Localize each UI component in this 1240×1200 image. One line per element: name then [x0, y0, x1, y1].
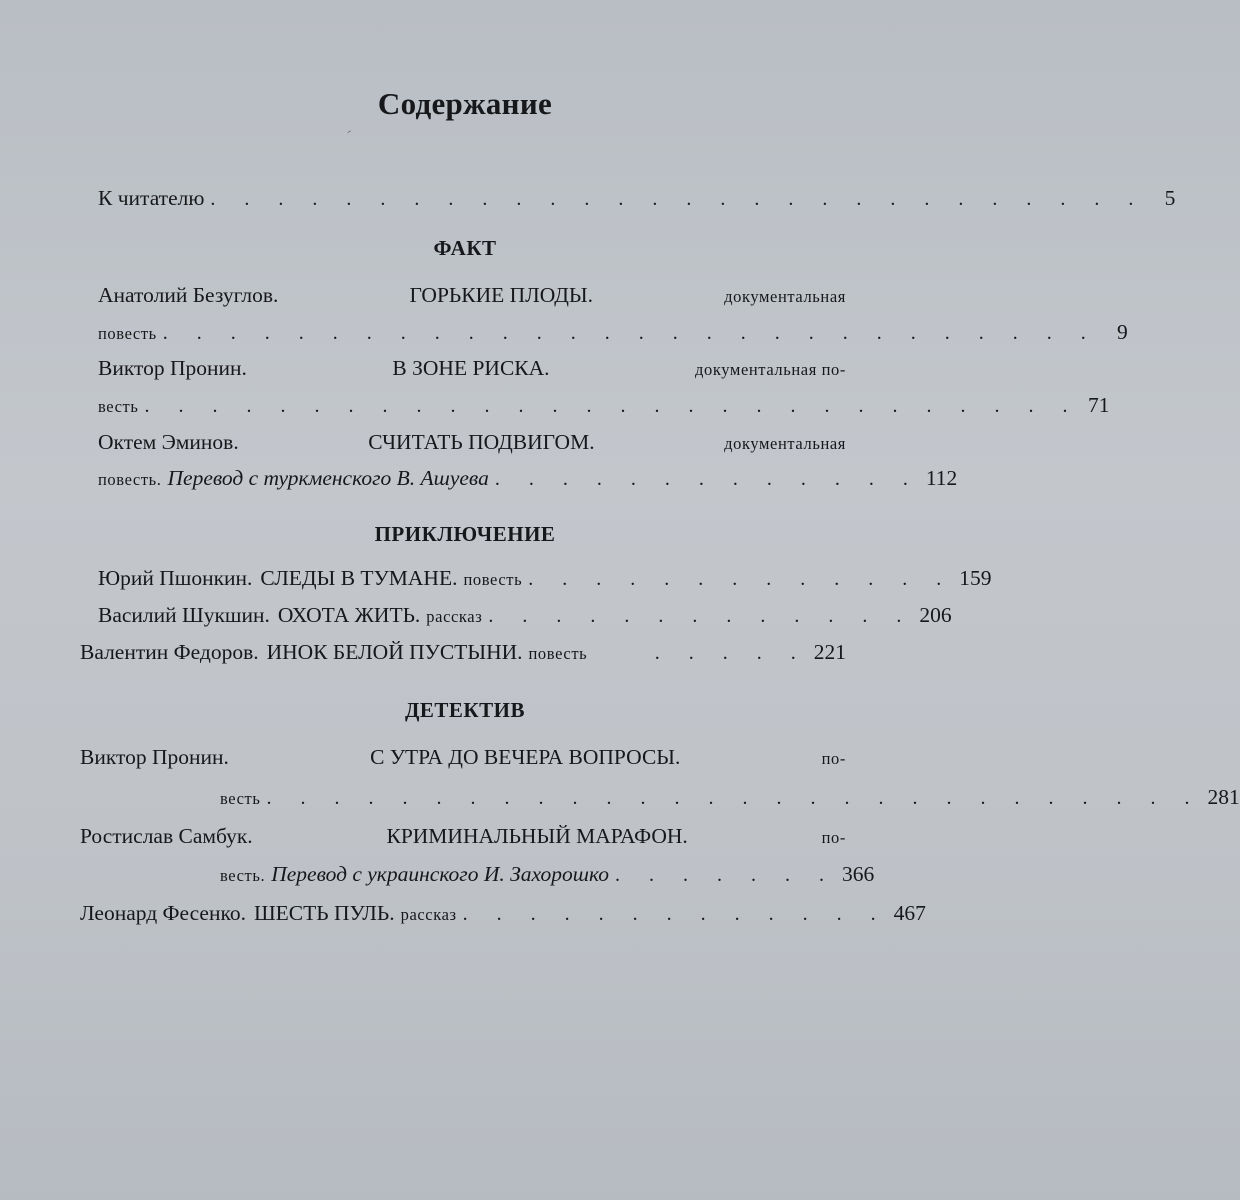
entry-genre-cont: повесть	[98, 324, 157, 343]
dot-leader: . . . . .	[654, 642, 808, 664]
entry-work-title: ШЕСТЬ ПУЛЬ.	[253, 901, 395, 925]
entry-genre-cont: весть	[98, 397, 139, 416]
page-number: 221	[813, 640, 846, 664]
section-heading: ПРИКЛЮЧЕНИЕ	[374, 522, 556, 546]
entry-work-title: ОХОТА ЖИТЬ.	[277, 603, 421, 627]
toc-entry-line	[98, 566, 992, 596]
entry-author: Валентин Федоров.	[80, 640, 259, 664]
toc-entry-line	[98, 283, 846, 313]
entry-genre-cont: весть	[220, 789, 261, 808]
page-number: 5	[1164, 186, 1176, 210]
dot-leader: . . . . . . . . . . . . .	[462, 903, 888, 925]
section-heading: ФАКТ	[433, 236, 497, 260]
page-number: 112	[925, 466, 958, 490]
entry-work-title: СЧИТАТЬ ПОДВИГОМ.	[368, 430, 595, 454]
dot-leader: . . . . . . . . . . . . .	[494, 468, 920, 490]
entry-genre: рассказ	[400, 905, 457, 924]
page-number: 9	[1117, 320, 1128, 344]
entry-text: К читателю	[98, 186, 205, 210]
toc-entry-line	[80, 785, 1240, 815]
entry-translation: Перевод с туркменского В. Ашуева	[167, 466, 489, 490]
toc-entry-intro	[98, 186, 1176, 216]
entry-author: Юрий Пшонкин.	[98, 566, 253, 590]
entry-genre: документальная	[724, 287, 846, 306]
dot-leader: . . . . . . . . . . . . .	[528, 568, 954, 590]
entry-work-title: ГОРЬКИЕ ПЛОДЫ.	[409, 283, 593, 307]
entry-genre: рассказ	[426, 607, 483, 626]
entry-author: Виктор Пронин.	[80, 745, 229, 769]
entry-genre-cont: весть.	[220, 866, 266, 885]
page-number: 71	[1088, 393, 1110, 417]
entry-genre: документальная по-	[695, 360, 846, 379]
toc-entry-line	[98, 603, 952, 633]
entry-genre: повесть	[463, 570, 523, 589]
dot-leader: . . . . . . . . . . . . . . . . . . . . . . . . . . . .	[162, 322, 1098, 344]
entry-author: Виктор Пронин.	[98, 356, 247, 380]
page-number: 206	[919, 603, 952, 627]
toc-entry-line	[98, 356, 846, 386]
entry-genre: по-	[821, 828, 846, 847]
entry-author: Анатолий Безуглов.	[98, 283, 279, 307]
page-number: 467	[893, 901, 926, 925]
entry-first-line	[98, 283, 846, 308]
entry-author: Октем Эминов.	[98, 430, 239, 454]
entry-author: Василий Шукшин.	[98, 603, 270, 627]
entry-genre: повесть	[528, 644, 588, 663]
toc-entry-line	[80, 901, 926, 931]
entry-author: Ростислав Самбук.	[80, 824, 253, 848]
entry-work-title: КРИМИНАЛЬНЫЙ МАРАФОН.	[386, 824, 688, 848]
entry-first-line	[98, 430, 846, 455]
toc-entry-line	[98, 466, 958, 496]
page-number: 281	[1207, 785, 1240, 809]
dot-leader: . . . . . . . . . . . . . . . . . . . . . . . . . . . .	[144, 395, 1080, 417]
entry-work-title: ИНОК БЕЛОЙ ПУСТЫНИ.	[266, 640, 523, 664]
entry-author: Леонард Фесенко.	[80, 901, 246, 925]
page-title: Содержание	[377, 86, 553, 121]
entry-genre-cont: повесть.	[98, 470, 162, 489]
toc-entry-line	[98, 320, 1128, 350]
entry-work-title: В ЗОНЕ РИСКА.	[392, 356, 550, 380]
page-number: 159	[959, 566, 992, 590]
toc-entry-line	[80, 862, 875, 892]
dot-leader: . . . . . . . . . . . . . . . . . . . . . . . . . . . .	[266, 787, 1202, 809]
entry-work-title: СЛЕДЫ В ТУМАНЕ.	[260, 566, 458, 590]
entry-genre: по-	[821, 749, 846, 768]
entry-first-line	[80, 824, 846, 849]
entry-first-line	[80, 745, 846, 770]
dot-leader: . . . . . . . . . . . . .	[488, 605, 914, 627]
page-number: 366	[841, 862, 875, 886]
paper-mark: ˗	[343, 123, 354, 138]
toc-entry-line	[80, 745, 846, 775]
toc-entry-line	[80, 640, 846, 670]
dot-leader: . . . . . . .	[614, 864, 836, 886]
entry-first-line	[98, 356, 846, 381]
entry-translation: Перевод с украинского И. Захорошко	[271, 862, 609, 886]
section-heading: ДЕТЕКТИВ	[404, 698, 526, 722]
entry-genre: документальная	[724, 434, 846, 453]
toc-entry-line	[80, 824, 846, 854]
toc-entry-line	[98, 430, 846, 460]
entry-work-title: С УТРА ДО ВЕЧЕРА ВОПРОСЫ.	[370, 745, 681, 769]
toc-entry-line	[98, 393, 1110, 423]
dot-leader: . . . . . . . . . . . . . . . . . . . . . . . . . . . .	[210, 188, 1146, 210]
